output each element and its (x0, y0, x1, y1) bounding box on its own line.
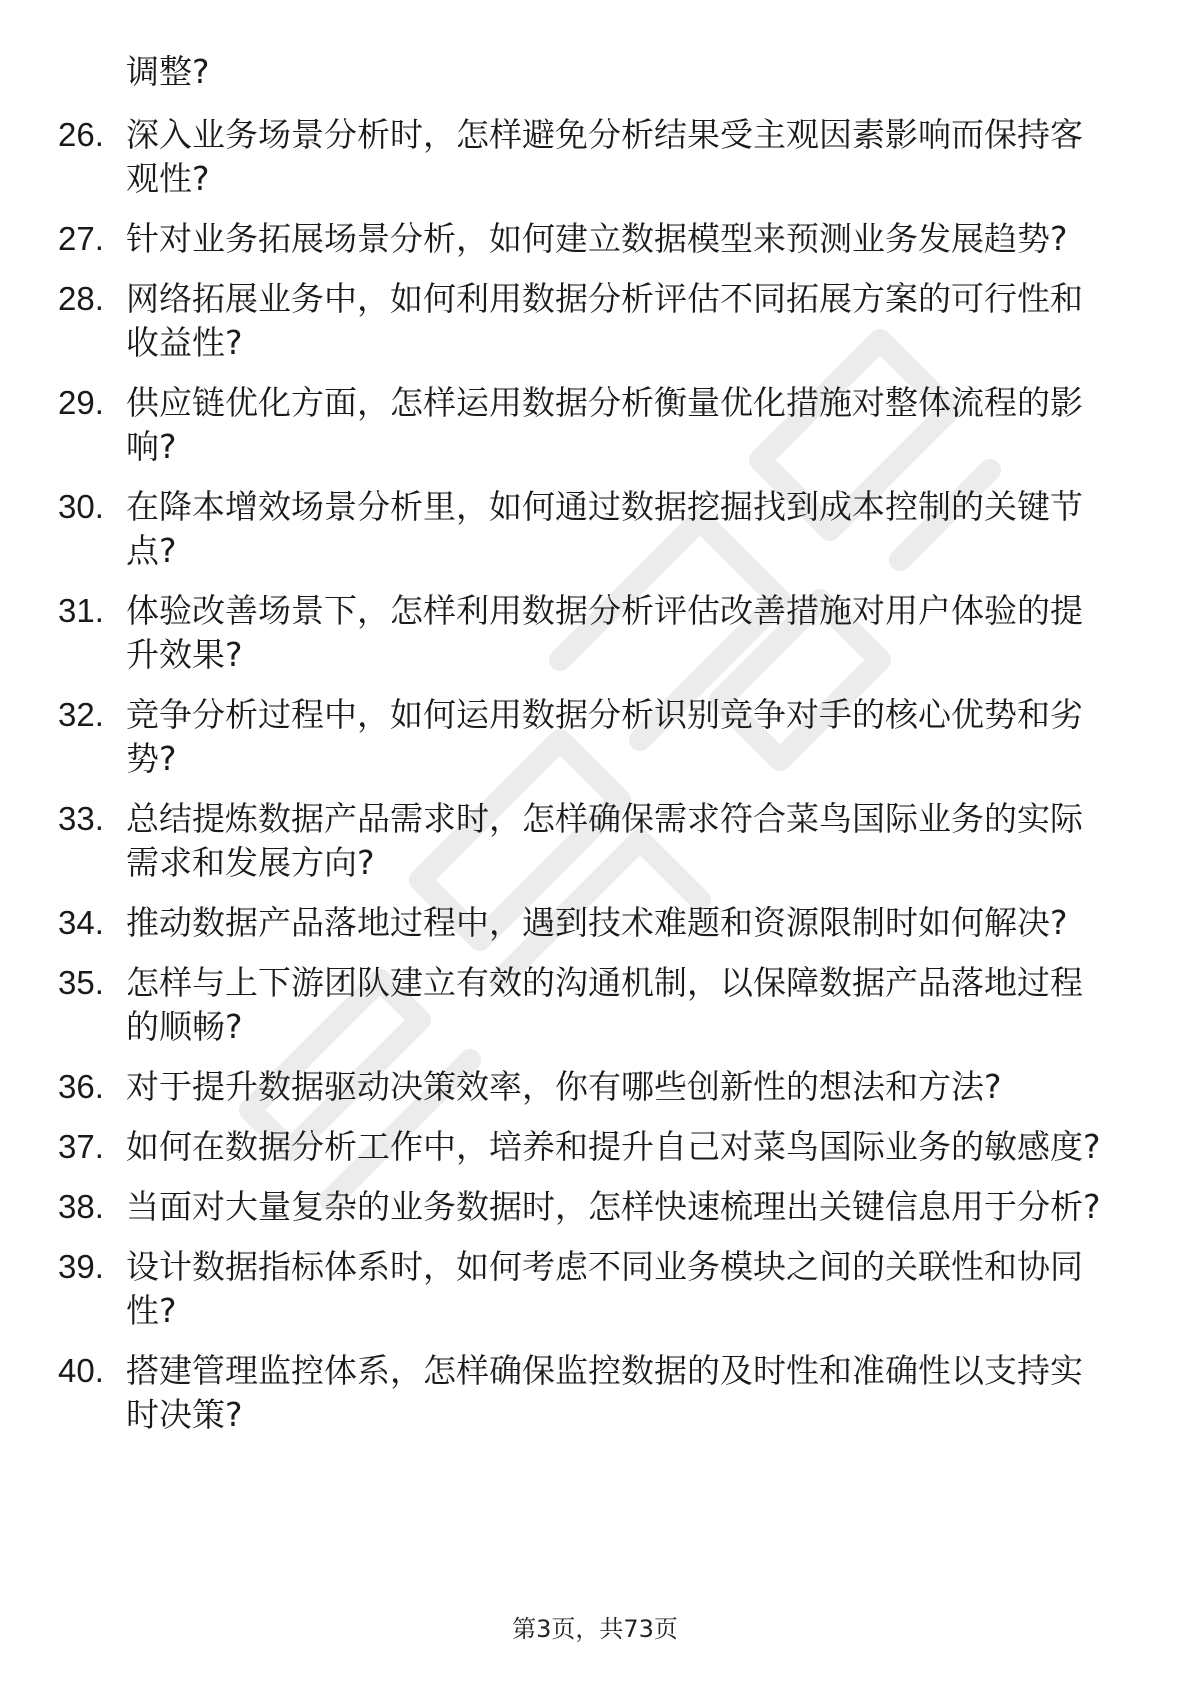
question-number: 26. (58, 116, 104, 153)
question-item-34 (0, 901, 1190, 945)
question-number: 40. (58, 1352, 104, 1389)
question-number: 39. (58, 1248, 104, 1285)
question-text: 对于提升数据驱动决策效率，你有哪些创新性的想法和方法? (126, 1067, 1002, 1106)
question-text: 在降本增效场景分析里，如何通过数据挖掘找到成本控制的关键节点? (126, 487, 1083, 570)
question-text: 如何在数据分析工作中，培养和提升自己对菜鸟国际业务的敏感度? (126, 1127, 1101, 1166)
question-item-38 (0, 1185, 1190, 1229)
question-item-29 (0, 381, 1190, 469)
question-text: 网络拓展业务中，如何利用数据分析评估不同拓展方案的可行性和收益性? (126, 279, 1083, 362)
question-text: 搭建管理监控体系，怎样确保监控数据的及时性和准确性以支持实时决策? (126, 1351, 1083, 1434)
question-number: 30. (58, 488, 104, 525)
question-number: 32. (58, 696, 104, 733)
question-text: 竞争分析过程中，如何运用数据分析识别竞争对手的核心优势和劣势? (126, 695, 1083, 778)
question-item-35 (0, 961, 1190, 1049)
question-number: 33. (58, 800, 104, 837)
page-footer: 第3页，共73页 (512, 1615, 678, 1643)
question-number: 28. (58, 280, 104, 317)
question-item-37 (0, 1125, 1190, 1169)
question-number: 34. (58, 904, 104, 941)
question-item-39 (0, 1245, 1190, 1333)
question-list (0, 113, 1190, 1453)
question-item-33 (0, 797, 1190, 885)
question-number: 29. (58, 384, 104, 421)
question-text: 怎样与上下游团队建立有效的沟通机制，以保障数据产品落地过程的顺畅? (126, 963, 1083, 1046)
question-text: 设计数据指标体系时，如何考虑不同业务模块之间的关联性和协同性? (126, 1247, 1083, 1330)
question-text: 供应链优化方面，怎样运用数据分析衡量优化措施对整体流程的影响? (126, 383, 1083, 466)
question-item-31 (0, 589, 1190, 677)
question-number: 37. (58, 1128, 104, 1165)
question-text: 当面对大量复杂的业务数据时，怎样快速梳理出关键信息用于分析? (126, 1187, 1101, 1226)
question-text: 总结提炼数据产品需求时，怎样确保需求符合菜鸟国际业务的实际需求和发展方向? (126, 799, 1083, 882)
question-text: 推动数据产品落地过程中，遇到技术难题和资源限制时如何解决? (126, 903, 1068, 942)
question-text: 针对业务拓展场景分析，如何建立数据模型来预测业务发展趋势? (126, 219, 1068, 258)
question-item-36 (0, 1065, 1190, 1109)
question-item-26 (0, 113, 1190, 201)
question-text: 深入业务场景分析时，怎样避免分析结果受主观因素影响而保持客观性? (126, 115, 1083, 198)
question-number: 36. (58, 1068, 104, 1105)
question-number: 27. (58, 220, 104, 257)
question-item-40 (0, 1349, 1190, 1437)
question-number: 38. (58, 1188, 104, 1225)
question-text: 体验改善场景下，怎样利用数据分析评估改善措施对用户体验的提升效果? (126, 591, 1083, 674)
question-item-30 (0, 485, 1190, 573)
question-item-27 (0, 217, 1190, 261)
question-item-28 (0, 277, 1190, 365)
question-item-32 (0, 693, 1190, 781)
question-number: 35. (58, 964, 104, 1001)
continuation-text: 调整? (126, 52, 210, 91)
question-number: 31. (58, 592, 104, 629)
